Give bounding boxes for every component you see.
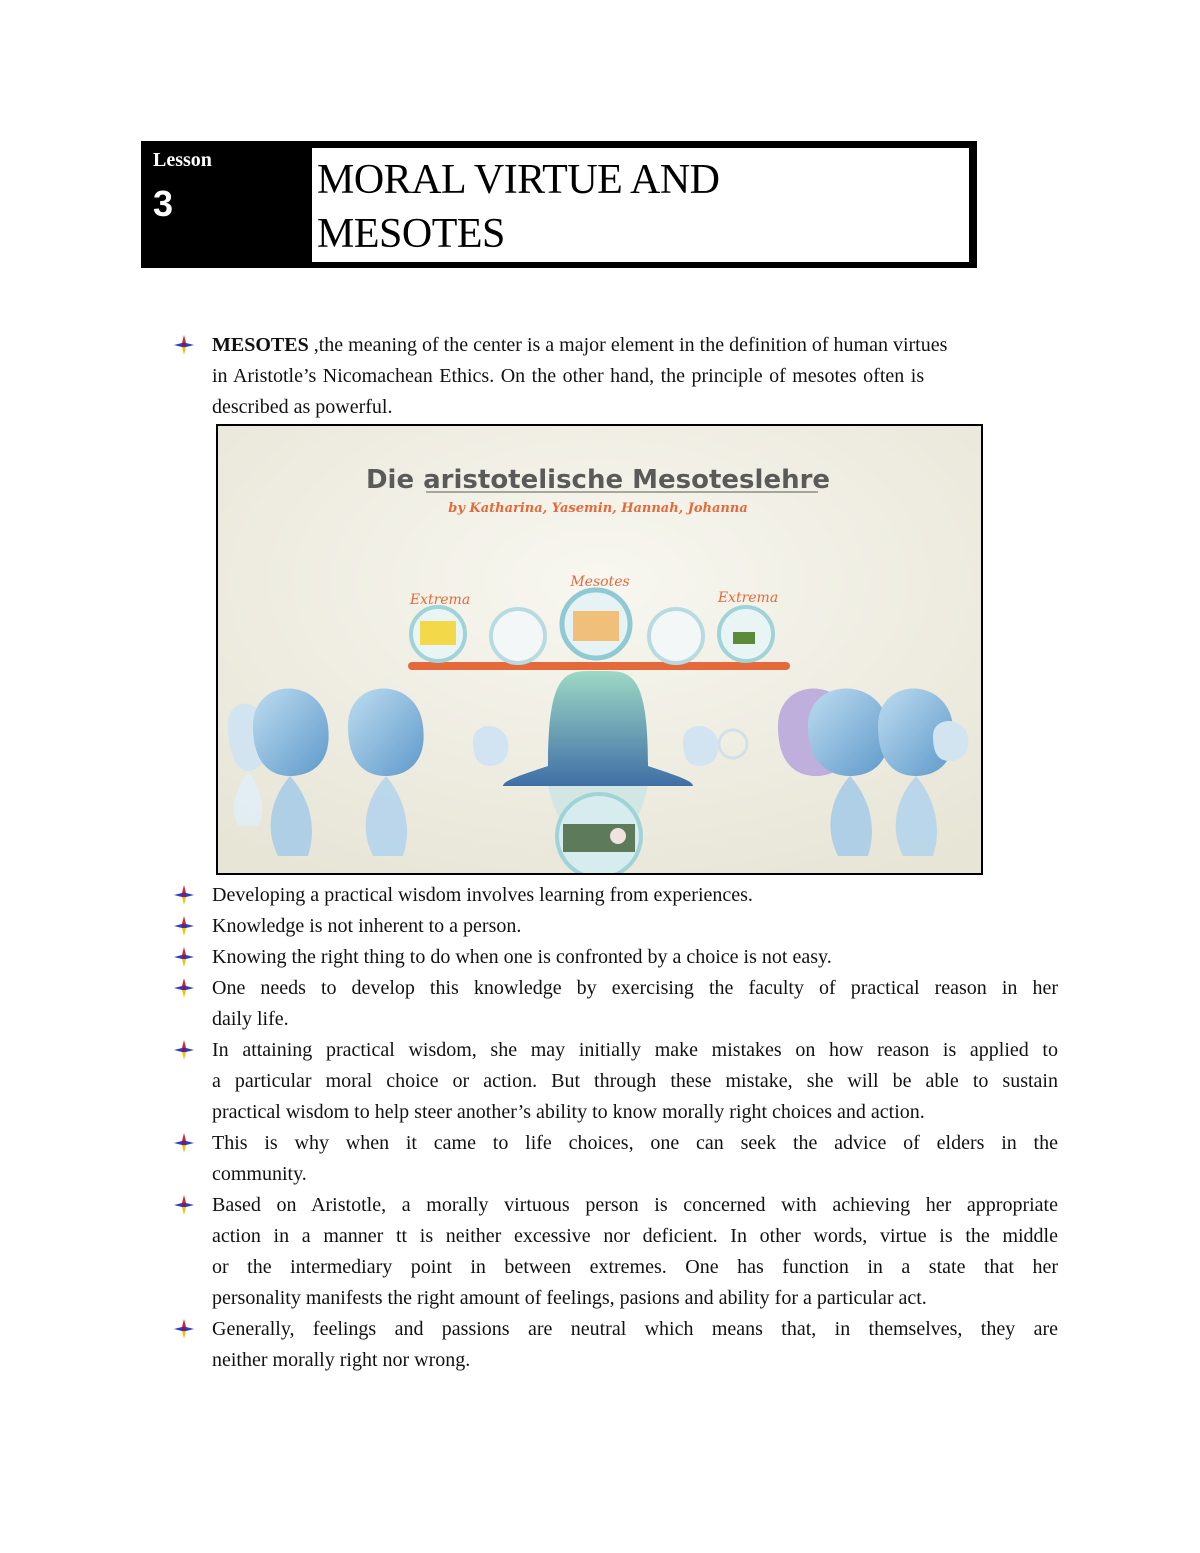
list-item-line: One needs to develop this knowledge by exercising the faculty of practical reason in her: [212, 977, 1058, 999]
arrow-bullet-icon: [174, 335, 194, 355]
arrow-bullet-icon: [174, 1133, 194, 1153]
arrow-bullet-icon: [174, 1319, 194, 1339]
lesson-header: [141, 141, 977, 268]
mesotes-slide-graphic: [218, 426, 981, 873]
intro-line-2: in Aristotle’s Nicomachean Ethics. On the other hand, the principle of mesotes often is: [212, 365, 925, 387]
lesson-label: Lesson: [153, 149, 212, 171]
list-item-line: community.: [212, 1163, 307, 1185]
list-item-line: Developing a practical wisdom involves learning from experiences.: [212, 884, 753, 906]
list-item-line: personality manifests the right amount of feelings, pasions and ability for a particular act.: [212, 1287, 927, 1309]
list-item-line: Knowing the right thing to do when one is confronted by a choice is not easy.: [212, 946, 832, 968]
list-item-line: Generally, feelings and passions are neutral which means that, in themselves, they are: [212, 1318, 1058, 1340]
balance-beam: [408, 662, 790, 670]
arrow-bullet-icon: [174, 947, 194, 967]
list-item: [212, 1035, 1058, 1128]
list-item-line: a particular moral choice or action. But through these mistake, she will be able to sustain: [212, 1070, 1058, 1092]
mesotes-term: MESOTES: [212, 334, 309, 356]
list-item-line: neither morally right nor wrong.: [212, 1349, 471, 1371]
list-item: [212, 1128, 1058, 1190]
right-extreme-label: Extrema: [717, 590, 779, 606]
arrow-bullet-icon: [174, 885, 194, 905]
mesotes-slide-image: [216, 424, 983, 875]
lesson-title-line2: MESOTES: [317, 211, 505, 257]
list-item: [212, 1314, 1058, 1376]
figure-authors: by Katharina, Yasemin, Hannah, Johanna: [448, 501, 748, 516]
center-label: Mesotes: [570, 574, 630, 590]
arrow-bullet-icon: [174, 978, 194, 998]
lesson-number: 3: [153, 183, 174, 224]
arrow-bullet-icon: [174, 1040, 194, 1060]
title-box: [312, 148, 969, 262]
list-item: [212, 911, 1058, 942]
list-item-line: This is why when it came to life choices, one can seek the advice of elders in the: [212, 1132, 1058, 1154]
intro-line-1: ,the meaning of the center is a major element in the definition of human virtues: [308, 334, 948, 356]
list-item: [212, 973, 1058, 1035]
list-item: [212, 942, 1058, 973]
lesson-title-line1: MORAL VIRTUE AND: [317, 157, 720, 203]
arrow-bullet-icon: [174, 1195, 194, 1215]
list-item-line: Based on Aristotle, a morally virtuous person is concerned with achieving her appropriate: [212, 1194, 1058, 1216]
left-extreme-label: Extrema: [409, 592, 471, 608]
arrow-bullet-icon: [174, 916, 194, 936]
intro-paragraph: [212, 330, 1058, 423]
figure-title: Die aristotelische Mesoteslehre: [365, 465, 831, 495]
list-item: [212, 1190, 1058, 1314]
list-item-line: action in a manner tt is neither excessive nor deficient. In other words, virtue is the middle: [212, 1225, 1058, 1247]
list-item-line: practical wisdom to help steer another’s ability to know morally right choices and action.: [212, 1101, 925, 1123]
intro-line-3: described as powerful.: [212, 396, 393, 418]
list-item-line: Knowledge is not inherent to a person.: [212, 915, 522, 937]
list-item-line: daily life.: [212, 1008, 289, 1030]
list-item: [212, 880, 1058, 911]
list-item-line: or the intermediary point in between extremes. One has function in a state that her: [212, 1256, 1058, 1278]
list-item-line: In attaining practical wisdom, she may initially make mistakes on how reason is applied to: [212, 1039, 1058, 1061]
